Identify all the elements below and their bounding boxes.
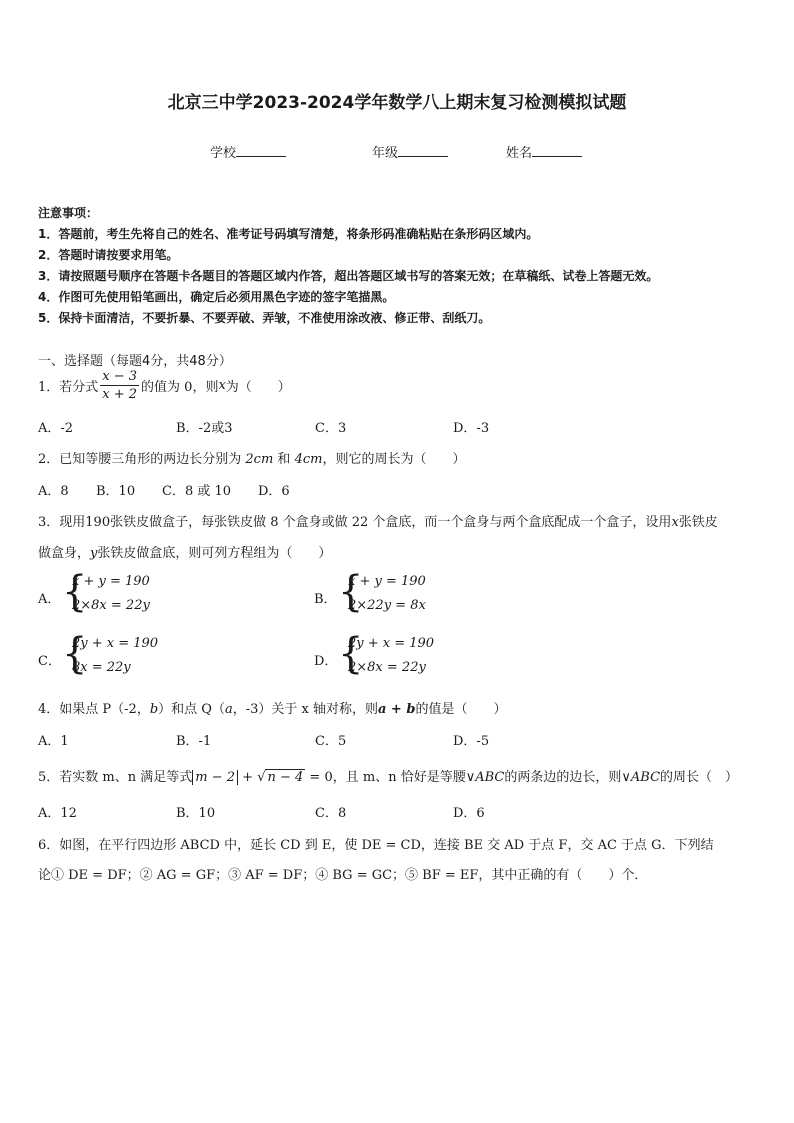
note-5: 5．保持卡面清洁，不要折暴、不要弄破、弄皱，不准使用涂改液、修正带、刮纸刀。 — [38, 311, 491, 325]
school-label: 学校 — [210, 146, 237, 161]
q4-a: a — [224, 702, 233, 717]
q3-b-eq1: x + y = 190 — [348, 574, 426, 589]
q3-a-eq2: 2×8x = 22y — [72, 598, 150, 613]
q2-option-b[interactable]: B．10 — [96, 484, 136, 499]
question-3-line-2 — [38, 542, 331, 561]
question-1 — [38, 368, 291, 403]
notes-heading: 注意事项： — [38, 206, 99, 220]
question-3-line-1 — [38, 511, 718, 530]
q5-sqrt-expr: n − 4 — [267, 770, 304, 785]
q4-text-c: ，-3）关于 x 轴对称，则 — [232, 702, 378, 717]
name-field — [506, 142, 582, 161]
q2-text-a: 2．已知等腰三角形的两边长分别为 — [38, 452, 246, 467]
q5-triangle-1: ∨ABC — [465, 770, 505, 785]
question-4 — [38, 698, 506, 717]
q1-option-c[interactable]: C．3 — [315, 421, 347, 436]
q3-c-eq1: 2y + x = 190 — [72, 636, 159, 651]
question-6-line-2: 论① DE = DF；② AG = GF；③ AF = DF；④ BG = GC；⑤ BF = EF，其中正确的有（ ）个． — [38, 868, 648, 883]
q4-text-d: 的值是（ ） — [415, 702, 507, 717]
name-label: 姓名 — [506, 146, 533, 161]
q3-option-c[interactable] — [38, 629, 238, 680]
q1-option-a[interactable]: A．-2 — [38, 421, 74, 436]
q4-b: b — [149, 702, 159, 717]
grade-blank[interactable] — [398, 144, 448, 157]
brace-icon: { — [338, 567, 364, 617]
school-field — [210, 142, 286, 161]
q3-option-b[interactable] — [314, 567, 514, 618]
q5-option-a[interactable]: A．12 — [38, 806, 77, 821]
question-6-line-1: 6．如图，在平行四边形 ABCD 中，延长 CD 到 E，使 DE = CD，连接 BE 交 AD 于点 F，交 AC 于点 G．下列结 — [38, 838, 714, 853]
grade-field — [372, 142, 448, 161]
q1-fraction — [100, 368, 139, 403]
q2-value-1: 2cm — [245, 452, 274, 467]
sqrt-icon: √ — [257, 770, 266, 785]
q3-option-b-label: B． — [314, 592, 337, 607]
name-blank[interactable] — [532, 144, 582, 157]
brace-icon: { — [338, 629, 364, 679]
q5-option-d[interactable]: D．6 — [453, 806, 485, 821]
brace-icon: { — [62, 629, 88, 679]
q3-b-eq2: 2×22y = 8x — [348, 598, 426, 613]
q1-denominator: x + 2 — [102, 387, 138, 402]
q4-expr: a + b — [377, 702, 416, 717]
q3-line2-b: 张铁皮做盒底，则可列方程组为（ ） — [97, 546, 332, 561]
q4-option-c[interactable]: C．5 — [315, 734, 347, 749]
q1-option-d[interactable]: D．-3 — [453, 421, 490, 436]
q3-d-eq1: 2y + x = 190 — [348, 636, 435, 651]
q2-text-c: ，则它的周长为（ ） — [322, 452, 466, 467]
q5-text-c: 的两条边的边长，则 — [504, 770, 622, 785]
q5-text-b: ，且 m、n 恰好是等腰 — [332, 770, 466, 785]
q5-text-d: 的周长（ ） — [660, 770, 739, 785]
q5-eq: = 0 — [305, 770, 333, 785]
q3-line1-b: 张铁皮 — [678, 515, 718, 530]
q1-post2: 为（ ） — [225, 380, 291, 395]
question-5 — [38, 766, 738, 785]
q5-plus: + — [238, 770, 258, 785]
q3-d-eq2: 2×8x = 22y — [348, 660, 426, 675]
q3-c-eq2: 8x = 22y — [72, 660, 131, 675]
q5-text-a: 5．若实数 m、n 满足等式 — [38, 770, 193, 785]
q4-text-a: 4．如果点 P（-2， — [38, 702, 150, 717]
q5-option-b[interactable]: B．10 — [176, 806, 216, 821]
q5-triangle-2: ∨ABC — [621, 770, 661, 785]
q1-option-b[interactable]: B．-2或3 — [176, 421, 233, 436]
q5-option-c[interactable]: C．8 — [315, 806, 347, 821]
q3-option-d-label: D． — [314, 654, 338, 669]
q3-option-d[interactable] — [314, 629, 514, 680]
note-3: 3．请按照题号顺序在答题卡各题目的答题区域内作答，超出答题区域书写的答案无效；在草稿纸、试卷上答题无效。 — [38, 269, 659, 283]
q3-line2-a: 做盒身， — [38, 546, 91, 561]
q3-line2-var: y — [90, 546, 98, 561]
q1-numerator: x − 3 — [102, 369, 138, 384]
q3-line1-var: x — [671, 515, 679, 530]
q2-option-d[interactable]: D．6 — [258, 484, 290, 499]
school-blank[interactable] — [236, 144, 286, 157]
q4-option-a[interactable]: A．1 — [38, 734, 69, 749]
q2-option-c[interactable]: C．8 或 10 — [162, 484, 232, 499]
q1-pre: 1．若分式 — [38, 380, 99, 395]
q1-post: 的值为 0，则 — [141, 380, 219, 395]
q5-abs-expr: m − 2 — [192, 770, 238, 785]
q4-text-b: ）和点 Q（ — [158, 702, 225, 717]
q2-text-b: 和 — [273, 452, 295, 467]
note-2: 2．答题时请按要求用笔。 — [38, 248, 179, 262]
q4-option-d[interactable]: D．-5 — [453, 734, 490, 749]
q3-option-c-label: C． — [38, 654, 61, 669]
q2-option-a[interactable]: A．8 — [38, 484, 69, 499]
q3-line1-a: 3．现用190张铁皮做盒子，每张铁皮做 8 个盒身或做 22 个盒底，而一个盒身与两个盒底配成一个盒子，设用 — [38, 515, 672, 530]
q3-a-eq1: x + y = 190 — [72, 574, 150, 589]
note-1: 1．答题前，考生先将自己的姓名、准考证号码填写清楚，将条形码准确粘贴在条形码区域内。 — [38, 227, 539, 241]
q4-option-b[interactable]: B．-1 — [176, 734, 212, 749]
grade-label: 年级 — [372, 146, 399, 161]
q3-option-a[interactable] — [38, 567, 238, 618]
q3-option-a-label: A． — [38, 592, 61, 607]
section-heading: 一、选择题（每题4分，共48分） — [38, 354, 232, 369]
note-4: 4．作图可先使用铅笔画出，确定后必须用黑色字迹的签字笔描黑。 — [38, 290, 395, 304]
q1-var: x — [218, 378, 226, 393]
question-2 — [38, 448, 465, 467]
q2-value-2: 4cm — [294, 452, 323, 467]
brace-icon: { — [62, 567, 88, 617]
page-title: 北京三中学2023-2024学年数学八上期末复习检测模拟试题 — [167, 93, 627, 113]
